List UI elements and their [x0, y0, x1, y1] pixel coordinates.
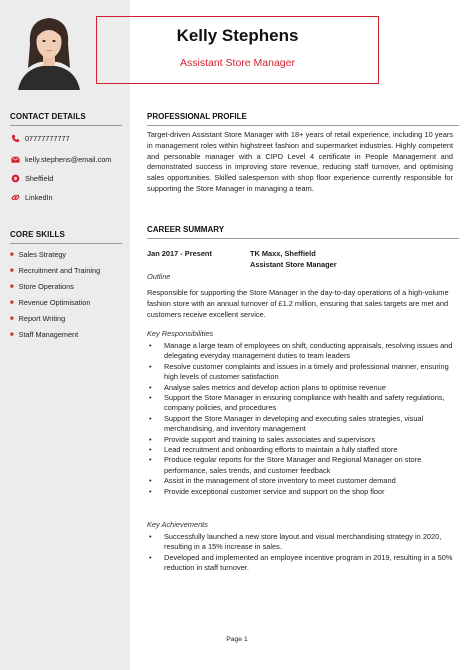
job-company: TK Maxx, Sheffield	[250, 249, 316, 258]
list-item: • Provide exceptional customer service and support on the shop floor	[147, 487, 457, 497]
location-text: Sheffield	[25, 173, 54, 183]
bullet-icon: ■	[10, 315, 14, 322]
list-item: • Resolve customer complaints and issues in a timely and professional manner, ensuring high levels of customer satisfaction	[147, 362, 457, 383]
phone-text: 07777777777	[25, 133, 70, 143]
contact-phone	[10, 131, 70, 145]
skills-heading: CORE SKILLS	[10, 230, 65, 239]
list-item: • Support the Store Manager in ensuring compliance with health and safety regulations, company policies, and procedures	[147, 393, 457, 414]
outline-label: Outline	[147, 272, 171, 281]
list-item: • Produce regular reports for the Store Manager and Regional Manager on store performance, sales trends, and customer feedback	[147, 455, 457, 476]
list-item: • Successfully launched a new store layout and visual merchandising strategy in 2020, resulting in a 15% increase in sales.	[147, 532, 457, 553]
phone-icon	[10, 133, 20, 143]
bullet-icon: ■	[10, 283, 14, 290]
outline-text: Responsible for supporting the Store Manager in the day-to-day operations of a high-volume fashion store with an annual turnover of £1.2 million, ensuring that sales targets are met and customers receive excellent service.	[147, 288, 449, 319]
link-icon	[10, 192, 20, 202]
list-item: • Assist in the management of store inventory to meet customer demand	[147, 476, 457, 486]
contact-heading: CONTACT DETAILS	[10, 112, 86, 121]
skills-divider	[10, 243, 122, 244]
list-item: • Support the Store Manager in developing and executing sales strategies, visual merchandising, and inventory management	[147, 414, 457, 435]
contact-email[interactable]	[10, 152, 111, 166]
contact-divider	[10, 125, 122, 126]
linkedin-text: LinkedIn	[25, 192, 53, 202]
bullet-icon: ■	[10, 267, 14, 274]
job-role: Assistant Store Manager	[250, 260, 337, 269]
contact-location	[10, 171, 53, 185]
profile-heading: PROFESSIONAL PROFILE	[147, 112, 247, 121]
responsibilities-list	[147, 341, 457, 497]
job-dates: Jan 2017 - Present	[147, 249, 212, 258]
list-item: • Lead recruitment and onboarding efforts to maintain a fully staffed store	[147, 445, 457, 455]
skill-item: ■ Store Operations	[10, 282, 74, 291]
candidate-title: Assistant Store Manager	[180, 57, 295, 69]
skill-item: ■ Revenue Optimisation	[10, 298, 91, 307]
list-item: • Provide support and training to sales associates and supervisors	[147, 435, 457, 445]
skill-item: ■ Staff Management	[10, 330, 79, 339]
email-icon	[10, 154, 20, 164]
achievements-list	[147, 532, 457, 574]
profile-photo	[12, 10, 86, 90]
profile-divider	[147, 125, 459, 126]
skill-item: ■ Recruitment and Training	[10, 266, 101, 275]
list-item: • Manage a large team of employees on shift, conducting appraisals, resolving issues and delegating everyday management duties to team leaders	[147, 341, 457, 362]
page-number: Page 1	[226, 636, 248, 643]
responsibilities-label: Key Responsibilities	[147, 329, 214, 338]
bullet-icon: ■	[10, 251, 14, 258]
email-text: kelly.stephens@email.com	[25, 154, 112, 164]
career-heading: CAREER SUMMARY	[147, 225, 225, 234]
bullet-icon: ■	[10, 299, 14, 306]
career-divider	[147, 238, 459, 239]
list-item: • Analyse sales metrics and develop action plans to optimise revenue	[147, 383, 457, 393]
achievements-label: Key Achievements	[147, 520, 208, 529]
location-icon	[10, 173, 20, 183]
candidate-name: Kelly Stephens	[176, 26, 299, 45]
header-box	[96, 16, 379, 84]
skill-item: ■ Sales Strategy	[10, 250, 67, 259]
skill-item: ■ Report Writing	[10, 314, 66, 323]
list-item: • Developed and implemented an employee incentive program in 2019, resulting in a 50% reduction in staff turnover.	[147, 553, 457, 574]
contact-linkedin[interactable]	[10, 190, 53, 204]
profile-text: Target-driven Assistant Store Manager with 18+ years of retail experience, including 10 years in management roles within highstreet fashion and supermarket industries. Highly competent and personable manager with a CIPD Level 4 certificate in People Management and demonstrated success in improving store revenue, reducing staff turnover, and optimising sales opportunities. Skilled salesperson with shop floor experience currently responsible for supporting the Store Manager in managing a team.	[147, 130, 453, 193]
bullet-icon: ■	[10, 331, 14, 338]
